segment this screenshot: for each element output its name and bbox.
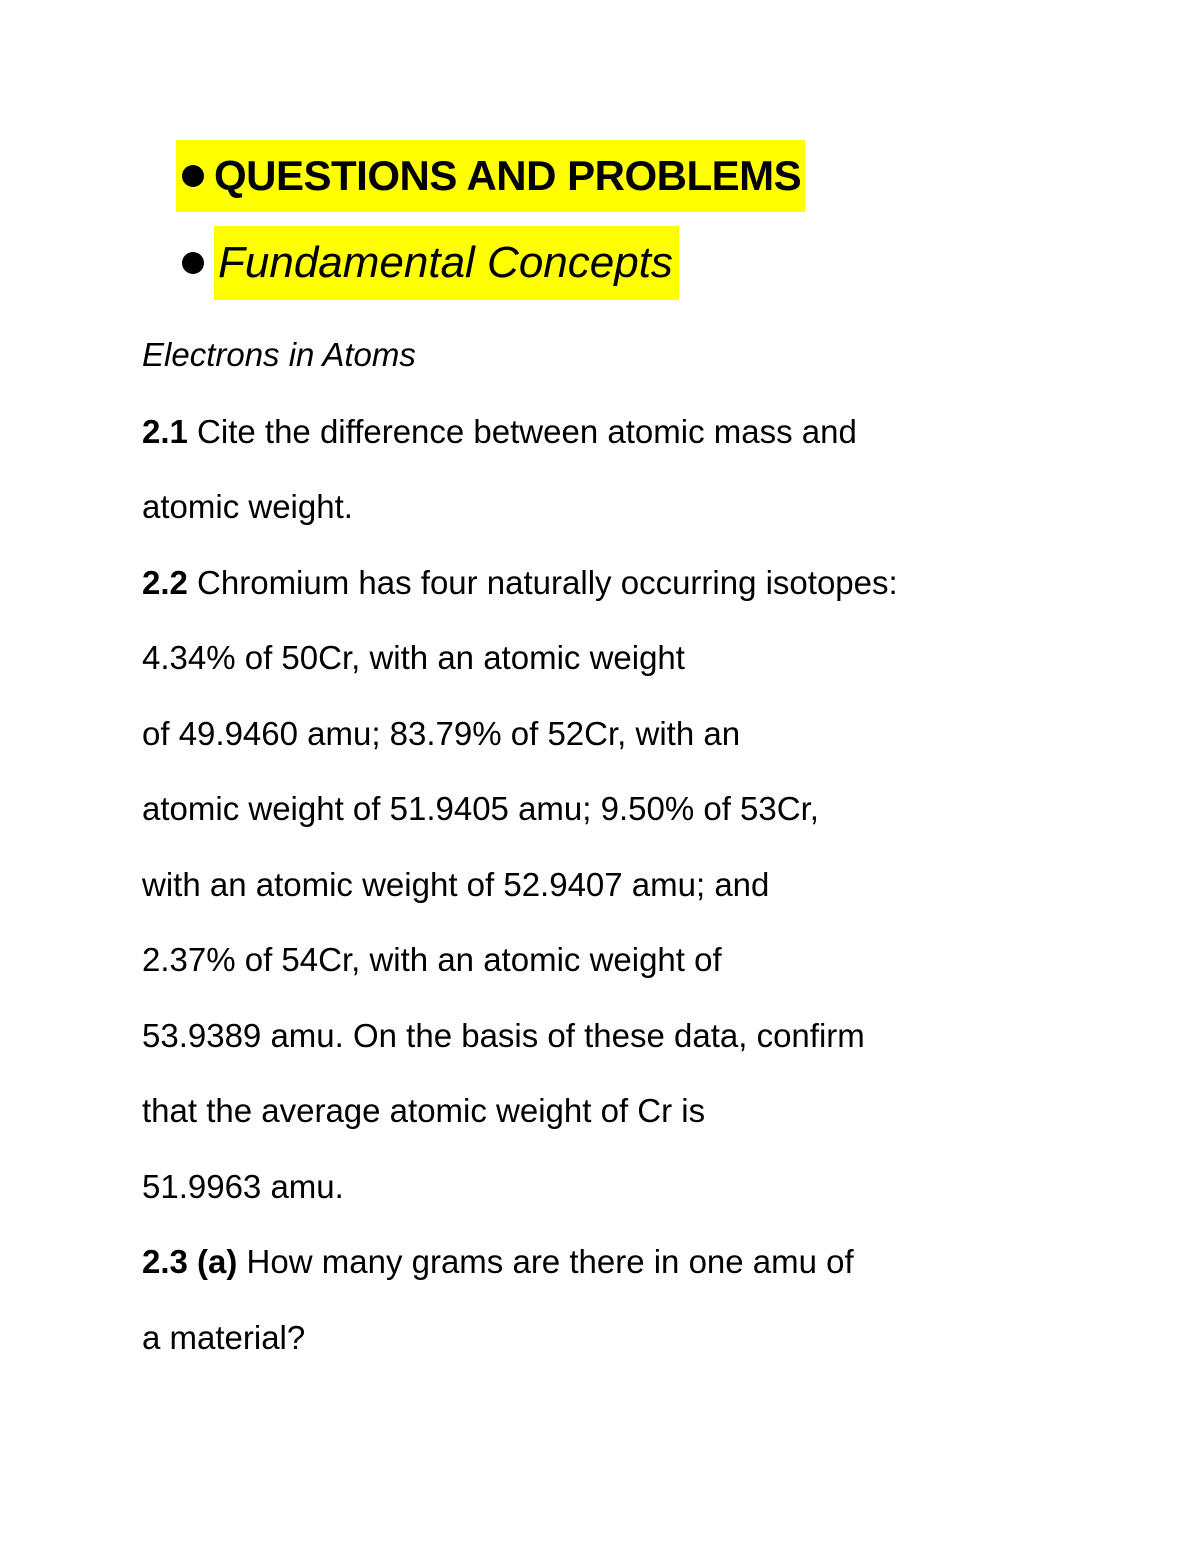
highlight [214, 226, 679, 300]
section-title: Electrons in Atoms [142, 336, 416, 373]
problem-text: How many grams are there in one amu of [237, 1243, 854, 1280]
problem-number: 2.2 [142, 564, 188, 601]
problem-number: 2.1 [142, 413, 188, 450]
problem-2-2-line-7: 53.9389 amu. On the basis of these data, confirm [142, 1017, 865, 1054]
problem-2-2-line-4: atomic weight of 51.9405 amu; 9.50% of 53Cr, [142, 790, 819, 827]
problem-number: 2.3 [142, 1243, 188, 1280]
problem-2-2-line-6: 2.37% of 54Cr, with an atomic weight of [142, 941, 722, 978]
problem-2-3-line-2: a material? [142, 1319, 306, 1356]
problem-2-2-line-9: 51.9963 amu. [142, 1168, 344, 1205]
problem-text: Cite the difference between atomic mass and [187, 413, 857, 450]
problem-2-2-line-5: with an atomic weight of 52.9407 amu; and [142, 866, 770, 903]
problem-2-1-line-1 [142, 415, 857, 448]
bullet-icon [182, 252, 204, 274]
bullet-icon [182, 165, 204, 187]
problem-2-2-line-1 [142, 566, 898, 599]
highlight [176, 140, 805, 212]
problem-text: Chromium has four naturally occurring isotopes: [187, 564, 898, 601]
problem-2-2-line-2: 4.34% of 50Cr, with an atomic weight [142, 639, 685, 676]
problem-2-1-line-2: atomic weight. [142, 488, 353, 525]
problem-2-2-line-3: of 49.9460 amu; 83.79% of 52Cr, with an [142, 715, 741, 752]
problem-2-2-line-8: that the average atomic weight of Cr is [142, 1092, 706, 1129]
heading-fundamental-concepts [176, 226, 679, 300]
problem-part: (a) [197, 1243, 238, 1280]
heading-questions-and-problems [176, 140, 805, 212]
problem-2-3-line-1 [142, 1245, 854, 1278]
heading-text: QUESTIONS AND PROBLEMS [214, 152, 802, 199]
heading-text: Fundamental Concepts [218, 238, 673, 287]
bullet-container [176, 226, 214, 300]
